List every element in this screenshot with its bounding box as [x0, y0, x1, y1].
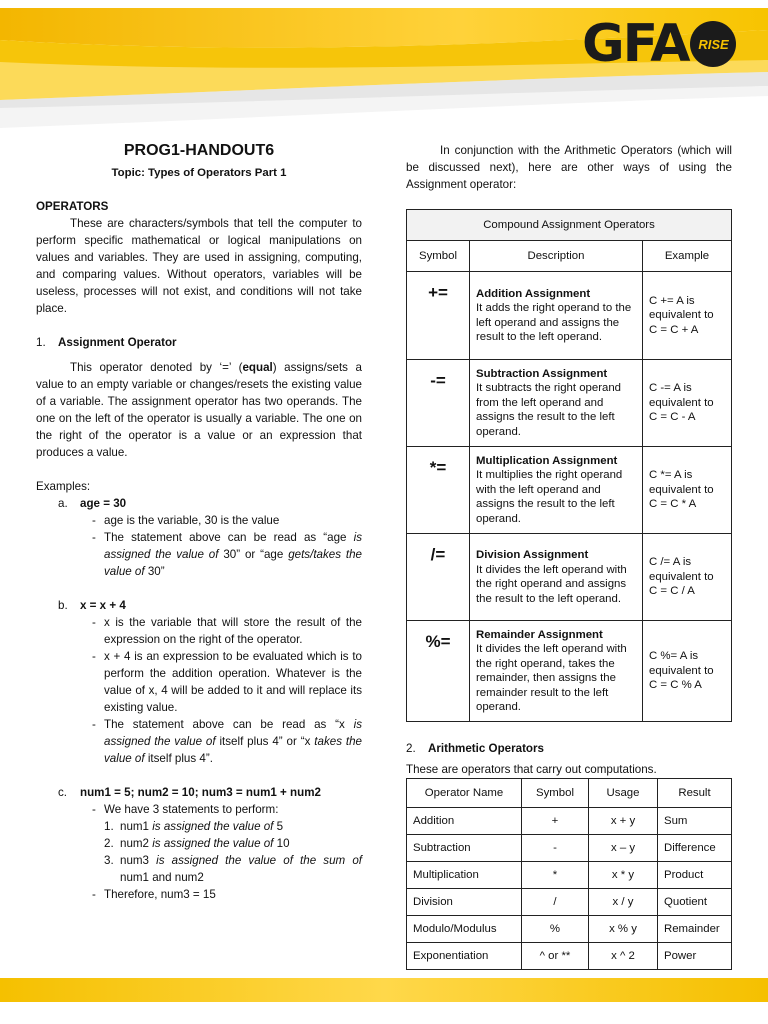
example-b-point: - The statement above can be read as “x is assigned the value of itself plus 4” or “x takes the value of itself plus 4”.	[92, 718, 362, 765]
table-row	[407, 360, 732, 447]
table-row: Exponentiation ^ or ** x ^ 2 Power	[407, 943, 732, 970]
example-a: a. age = 30	[58, 497, 127, 510]
section-number: 1.	[36, 336, 46, 349]
operator-description: Multiplication Assignment It multiplies the right operand with the left operand and assigns the result to the left operand.	[470, 447, 643, 534]
assignment-body: This operator denoted by ‘=’ (equal) assigns/sets a value to an empty variable or changes/resets the existing value of a variable. The assignment operator has two operands. The one on the left of the operator is usually a variable. The one on the right of the operator is a value or an expression that produces a value.	[36, 361, 363, 459]
arithmetic-table	[406, 778, 732, 970]
example-c-point: - Therefore, num3 = 15	[92, 888, 216, 901]
example-a-point: - age is the variable, 30 is the value	[92, 514, 280, 527]
example-c-point: - We have 3 statements to perform:	[92, 803, 279, 816]
table-header: Symbol	[522, 779, 589, 808]
table-header: Operator Name	[407, 779, 522, 808]
examples-label: Examples:	[36, 480, 91, 493]
page-topic: Topic: Types of Operators Part 1	[111, 167, 287, 179]
operator-description: Division Assignment It divides the left operand with the right operand and assigns the result to the left operand.	[470, 534, 643, 621]
section-title: Arithmetic Operators	[428, 742, 544, 755]
table-row: Addition + x + y Sum	[407, 808, 732, 835]
footer-bar	[0, 978, 768, 1002]
operator-example: C -= A is equivalent to C = C - A	[643, 360, 732, 447]
intro-text: In conjunction with the Arithmetic Operators (which will be discussed next), here are other ways of using the Assignment operator:	[406, 144, 732, 191]
operator-symbol: +=	[407, 272, 470, 360]
compound-assignment-table	[406, 209, 732, 722]
example-b-point: - x is the variable that will store the result of the expression on the right of the operator.	[92, 616, 362, 646]
table-header: Symbol	[407, 241, 470, 272]
operator-example: C += A is equivalent to C = C + A	[643, 272, 732, 360]
left-column	[36, 142, 362, 903]
example-c-step: 3. num3 is assigned the value of the sum of num1 and num2	[104, 854, 362, 884]
operator-example: C /= A is equivalent to C = C / A	[643, 534, 732, 621]
operator-symbol: *=	[407, 447, 470, 534]
operator-description: Addition Assignment It adds the right operand to the left operand and assigns the result to the left operand.	[470, 272, 643, 360]
example-b: b. x = x + 4	[58, 599, 126, 612]
table-row: Multiplication * x * y Product	[407, 862, 732, 889]
table-row: Modulo/Modulus % x % y Remainder	[407, 916, 732, 943]
logo-rise-badge: RISE	[690, 21, 736, 67]
operator-symbol: %=	[407, 621, 470, 722]
arithmetic-description: These are operators that carry out computations.	[406, 763, 657, 776]
operator-description: Remainder Assignment It divides the left operand with the right operand, takes the remainder, then assigns the remainder result to the left operand.	[470, 621, 643, 722]
example-c: c. num1 = 5; num2 = 10; num3 = num1 + num2	[58, 786, 321, 799]
table-header: Example	[643, 241, 732, 272]
operator-description: Subtraction Assignment It subtracts the right operand from the left operand and assigns the result to the left operand.	[470, 360, 643, 447]
operators-heading: OPERATORS	[36, 200, 109, 213]
table-row	[407, 621, 732, 722]
arithmetic-heading	[406, 740, 732, 757]
example-b-point: - x + 4 is an expression to be evaluated which is to perform the addition operation. Whatever is the value of x, 4 will be added to it and will replace its existing value.	[92, 650, 362, 714]
assignment-heading	[36, 334, 362, 351]
example-a-point: - The statement above can be read as “age is assigned the value of 30” or “age gets/takes the value of 30”	[92, 531, 363, 578]
table-header: Result	[658, 779, 732, 808]
table-row: Division / x / y Quotient	[407, 889, 732, 916]
operator-symbol: -=	[407, 360, 470, 447]
operator-symbol: /=	[407, 534, 470, 621]
table-header: Description	[470, 241, 643, 272]
operator-example: C %= A is equivalent to C = C % A	[643, 621, 732, 722]
table-row	[407, 534, 732, 621]
table-row	[407, 447, 732, 534]
operators-body: These are characters/symbols that tell the computer to perform specific mathematical or logical manipulations on values and variables. They are used in assigning, computing, and comparing values. Without operators, variables will be useless, processes will not exist, and conditions will not take place.	[36, 217, 362, 315]
operator-example: C *= A is equivalent to C = C * A	[643, 447, 732, 534]
section-number: 2.	[406, 742, 416, 755]
example-c-step: 2. num2 is assigned the value of 10	[104, 837, 290, 850]
table-row: Subtraction - x – y Difference	[407, 835, 732, 862]
table-caption: Compound Assignment Operators	[407, 210, 732, 241]
table-header: Usage	[589, 779, 658, 808]
page-title: PROG1-HANDOUT6	[123, 142, 275, 159]
logo-text: GFA	[582, 14, 689, 74]
section-title: Assignment Operator	[58, 336, 177, 349]
table-row	[407, 272, 732, 360]
gfa-logo	[582, 14, 736, 74]
right-column	[406, 142, 732, 970]
example-c-step: 1. num1 is assigned the value of 5	[104, 820, 284, 833]
